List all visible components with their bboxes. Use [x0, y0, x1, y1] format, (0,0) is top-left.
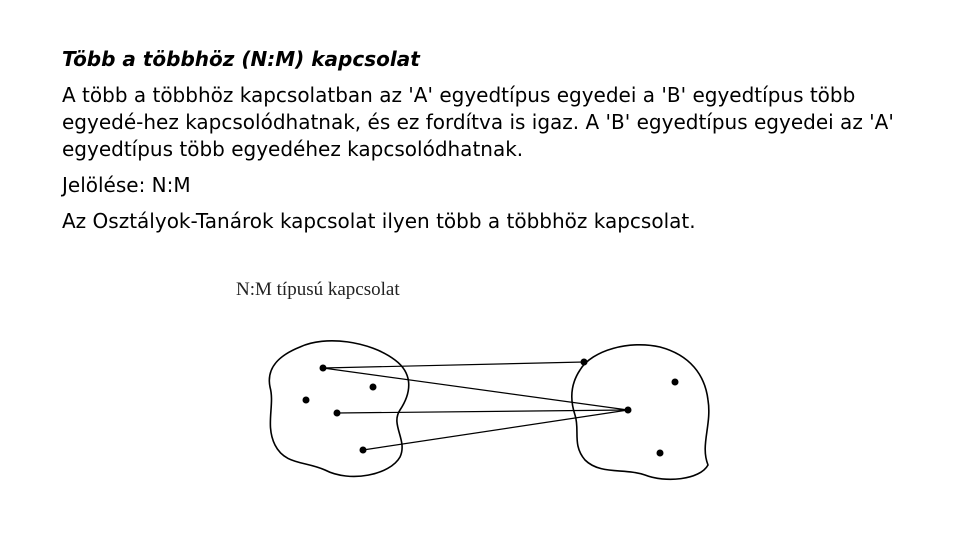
entity-a-point: [303, 397, 310, 404]
entity-set-a-blob: [269, 341, 408, 477]
entity-a-point: [320, 365, 327, 372]
entity-b-point: [657, 450, 664, 457]
entity-b-point: [625, 407, 632, 414]
entity-set-b-blob: [572, 345, 709, 480]
nm-relationship-figure: [230, 275, 730, 495]
entity-b-point: [581, 359, 588, 366]
text-block: [62, 46, 932, 244]
entity-a-point: [334, 410, 341, 417]
figure-caption: N:M típusú kapcsolat: [236, 279, 400, 300]
entity-a-point: [370, 384, 377, 391]
relation-line: [337, 410, 628, 413]
entity-b-point: [672, 379, 679, 386]
paragraph-notation: Jelölése: N:M: [62, 173, 191, 197]
relation-line: [363, 410, 628, 450]
slide-title: Több a többhöz (N:M) kapcsolat: [62, 47, 420, 71]
paragraph-definition: A több a többhöz kapcsolatban az 'A' egyedtípus egyedei a 'B' egyedtípus több egyedé-hez kapcsolódhatnak, és ez fordítva is igaz. A 'B' egyedtípus egyedei az 'A' egyedtípus több egyedéhez kapcsolódhatnak.: [62, 83, 894, 161]
nm-diagram: [230, 275, 730, 495]
entity-a-point: [360, 447, 367, 454]
paragraph-example: Az Osztályok-Tanárok kapcsolat ilyen több a többhöz kapcsolat.: [62, 209, 696, 233]
relation-line: [323, 368, 628, 410]
relation-line: [323, 362, 584, 368]
